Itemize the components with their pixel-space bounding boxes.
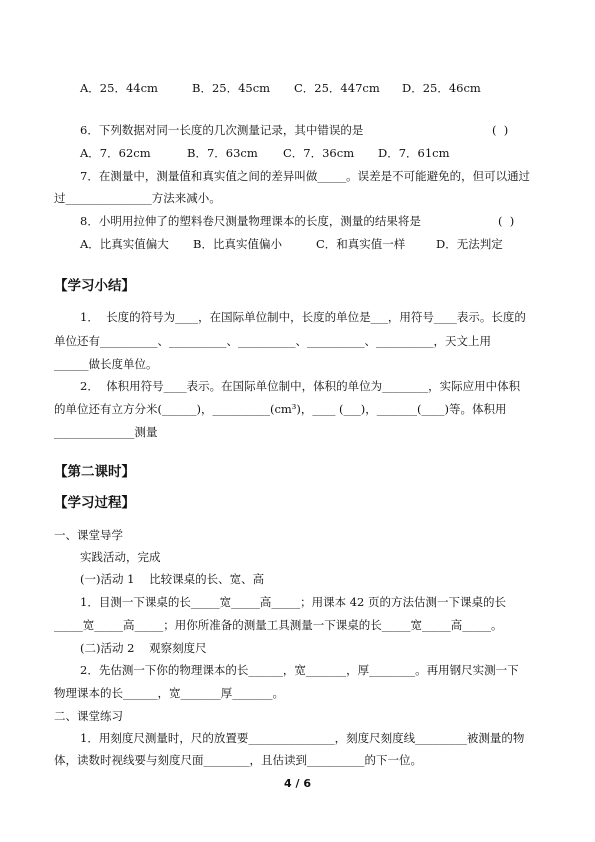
section-1-title: 一、课堂导学 bbox=[54, 528, 123, 542]
q8-option-d: D．无法判定 bbox=[436, 237, 503, 251]
summary-p1-line-3: ______做长度单位。 bbox=[54, 357, 158, 371]
section-1-intro: 实践活动，完成 bbox=[80, 550, 161, 564]
page-number: 4 / 6 bbox=[284, 777, 311, 790]
second-lesson-heading: 【第二课时】 bbox=[54, 464, 135, 480]
q8-answer-paren: ( ) bbox=[498, 214, 515, 228]
process-heading: 【学习过程】 bbox=[54, 495, 135, 511]
q7-line-1: 7．在测量中，测量值和真实值之间的差异叫做_____。误差是不可能避免的，但可以通过 bbox=[80, 169, 531, 183]
q6-option-c: C．7．36cm bbox=[283, 146, 355, 160]
activity-1-q1-line-2: _____宽_____高_____；用你所准备的测量工具测量一下课桌的长_____宽_____高_____。 bbox=[54, 618, 503, 632]
q8-stem: 8．小明用拉伸了的塑料卷尺测量物理课本的长度，测量的结果将是 bbox=[80, 214, 421, 228]
activity-1-title: (一)活动 1 比较课桌的长、宽、高 bbox=[80, 572, 265, 586]
exercise-1-line-1: 1．用刻度尺测量时，尺的放置要_______________，刻度尺刻度线_________被测量的物 bbox=[80, 731, 525, 745]
q5-option-c: C．25．447cm bbox=[294, 81, 380, 95]
q6-stem: 6．下列数据对同一长度的几次测量记录，其中错误的是 bbox=[80, 123, 364, 137]
summary-p2-line-3: ______________测量 bbox=[54, 425, 158, 439]
activity-2-q2-line-2: 物理课本的长______，宽_______厚_______。 bbox=[54, 686, 284, 700]
q5-option-b: B．25．45cm bbox=[192, 81, 271, 95]
exercise-1-line-2: 体，读数时视线要与刻度尺面________，且估读到__________的下一位。 bbox=[54, 753, 422, 767]
summary-heading: 【学习小结】 bbox=[54, 278, 135, 294]
activity-1-q1-line-1: 1．目测一下课桌的长_____宽_____高_____；用课本 42 页的方法估测一下课桌的长 bbox=[80, 595, 507, 609]
q7-line-2: 过_______________方法来减小。 bbox=[54, 191, 221, 205]
q5-option-a: A．25．44cm bbox=[80, 81, 158, 95]
q6-option-b: B．7．63cm bbox=[187, 146, 258, 160]
summary-p1-line-1: 1． 长度的符号为____，在国际单位制中，长度的单位是___，用符号____表示。长度的 bbox=[80, 310, 526, 324]
q6-option-d: D．7．61cm bbox=[378, 146, 450, 160]
q8-option-c: C．和真实值一样 bbox=[316, 237, 406, 251]
section-2-title: 二、课堂练习 bbox=[54, 709, 123, 723]
summary-p2-line-2: 的单位还有立方分米(______)，__________(cm³)，____ (___)，_______(____)等。体积用 bbox=[54, 402, 507, 416]
activity-2-title: (二)活动 2 观察刻度尺 bbox=[80, 641, 207, 655]
q6-option-a: A．7．62cm bbox=[80, 146, 151, 160]
q8-option-b: B．比真实值偏小 bbox=[193, 237, 282, 251]
summary-p1-line-2: 单位还有__________、__________、__________、__________、__________，天文上用 bbox=[54, 334, 491, 348]
q5-option-d: D．25．46cm bbox=[402, 81, 481, 95]
summary-p2-line-1: 2． 体积用符号____表示。在国际单位制中，体积的单位为________，实际应用中体积 bbox=[80, 379, 521, 393]
activity-2-q2-line-1: 2．先估测一下你的物理课本的长______，宽_______，厚________。再用钢尺实测一下 bbox=[80, 663, 519, 677]
q6-answer-paren: ( ) bbox=[492, 123, 509, 137]
q8-option-a: A．比真实值偏大 bbox=[80, 237, 169, 251]
